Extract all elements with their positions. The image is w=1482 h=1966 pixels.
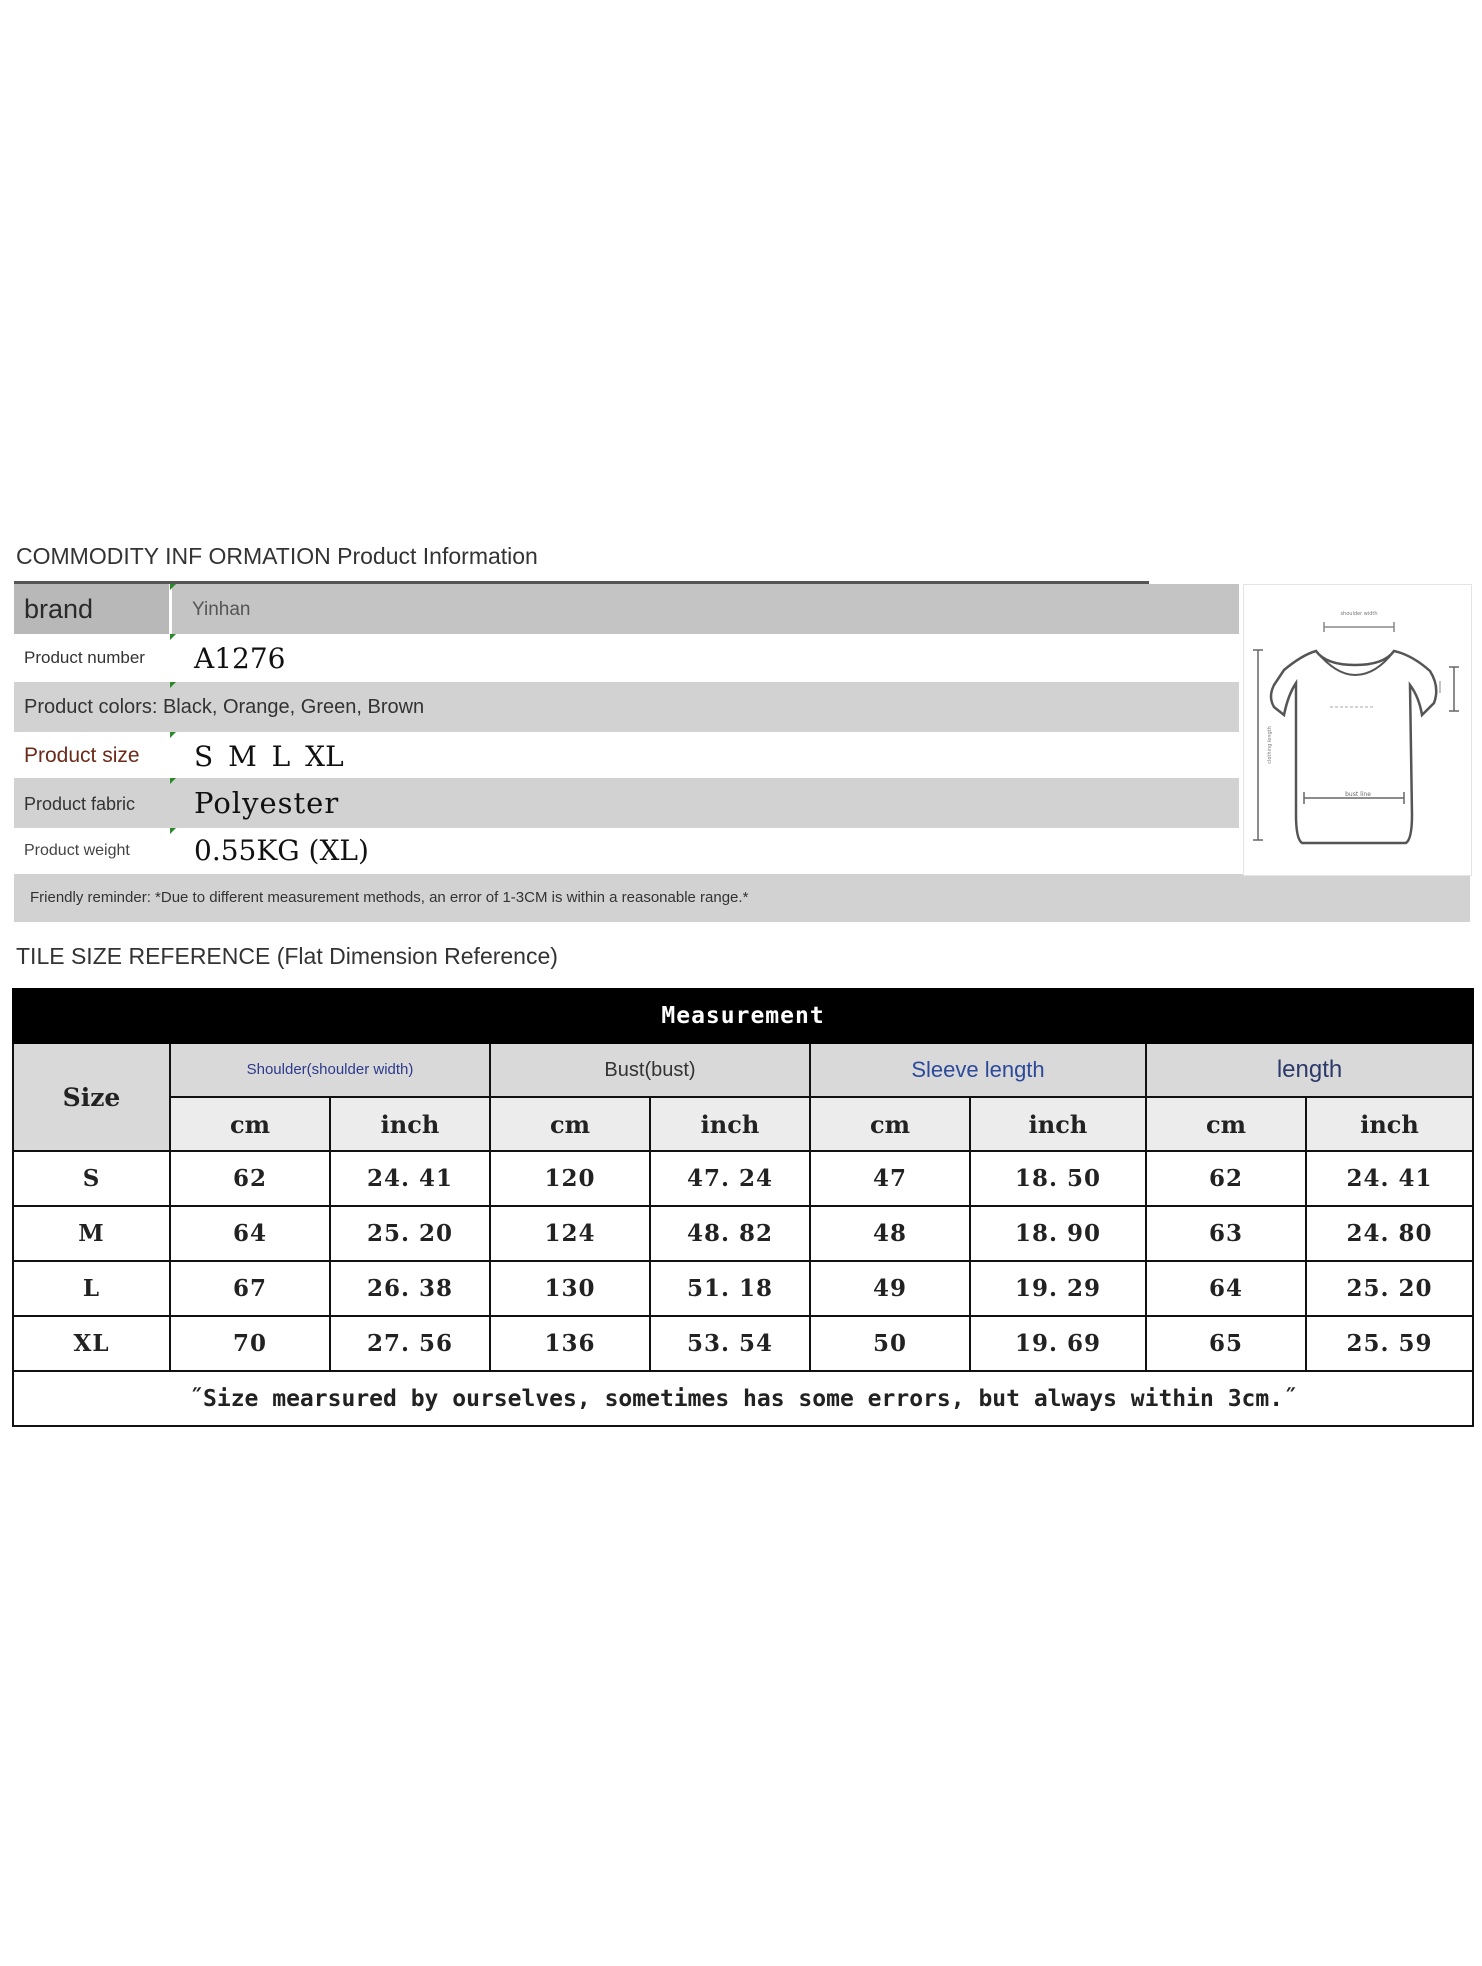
value-cell: 70 — [170, 1316, 330, 1371]
product-information-heading: COMMODITY INF ORMATION Product Information — [16, 543, 538, 569]
value-cell: 53. 54 — [650, 1316, 810, 1371]
size-reference-heading: TILE SIZE REFERENCE (Flat Dimension Reference) — [16, 943, 558, 969]
value-cell: 25. 59 — [1306, 1316, 1473, 1371]
value-cell: 48. 82 — [650, 1206, 810, 1261]
size-cell: XL — [13, 1316, 170, 1371]
bust-group-label: Bust(bust) — [604, 1058, 696, 1081]
friendly-reminder-text: Friendly reminder: *Due to different measurement methods, an error of 1-3CM is within a reasonable range.* — [30, 889, 749, 906]
value-cell: 50 — [810, 1316, 970, 1371]
product-number-row — [14, 634, 1239, 682]
product-fabric-value: Polyester — [194, 786, 340, 820]
value-cell: 19. 69 — [970, 1316, 1146, 1371]
value-cell: 49 — [810, 1261, 970, 1316]
svg-text:shoulder width: shoulder width — [1340, 611, 1378, 617]
unit-header: inch — [970, 1097, 1146, 1151]
value-cell: 136 — [490, 1316, 650, 1371]
value-cell: 67 — [170, 1261, 330, 1316]
value-cell: 63 — [1146, 1206, 1306, 1261]
value-cell: 65 — [1146, 1316, 1306, 1371]
friendly-reminder — [14, 874, 1470, 922]
value-cell: 18. 90 — [970, 1206, 1146, 1261]
measurement-title: Measurement — [13, 989, 1473, 1043]
value-cell: 24. 80 — [1306, 1206, 1473, 1261]
size-cell: L — [13, 1261, 170, 1316]
product-number-label: Product number — [24, 648, 145, 667]
unit-header: cm — [490, 1097, 650, 1151]
sleeve-length-group-label: Sleeve length — [911, 1057, 1045, 1082]
corner-marker — [170, 634, 176, 640]
size-cell: M — [13, 1206, 170, 1261]
value-cell: 24. 41 — [330, 1151, 490, 1206]
shoulder-group-header — [170, 1043, 490, 1097]
brand-value: Yinhan — [192, 599, 251, 620]
length-group-header — [1146, 1043, 1473, 1097]
measurement-table — [12, 988, 1474, 1427]
product-number-value: A1276 — [194, 642, 286, 675]
value-cell: 25. 20 — [1306, 1261, 1473, 1316]
value-cell: 18. 50 — [970, 1151, 1146, 1206]
bust-group-header — [490, 1043, 810, 1097]
product-weight-row — [14, 828, 1239, 874]
value-cell: 25. 20 — [330, 1206, 490, 1261]
corner-marker — [170, 682, 176, 688]
table-row — [13, 1151, 1473, 1206]
product-colors-row — [14, 682, 1239, 732]
unit-header: inch — [330, 1097, 490, 1151]
size-note: ˝Size mearsured by ourselves, sometimes has some errors, but always within 3cm.˝ — [13, 1371, 1473, 1426]
value-cell: 47 — [810, 1151, 970, 1206]
size-cell: S — [13, 1151, 170, 1206]
value-cell: 64 — [170, 1206, 330, 1261]
value-cell: 130 — [490, 1261, 650, 1316]
product-weight-value: 0.55KG (XL) — [194, 834, 369, 867]
value-cell: 62 — [1146, 1151, 1306, 1206]
brand-row — [14, 584, 1239, 634]
value-cell: 124 — [490, 1206, 650, 1261]
svg-text:clothing length: clothing length — [1267, 726, 1273, 764]
t-shirt-measurement-diagram-icon — [1243, 584, 1472, 876]
unit-header: cm — [1146, 1097, 1306, 1151]
shoulder-group-label: Shoulder(shoulder width) — [246, 1061, 414, 1078]
t-shirt-diagram-svg — [1244, 585, 1471, 875]
unit-header: inch — [650, 1097, 810, 1151]
table-row — [13, 1316, 1473, 1371]
value-cell: 64 — [1146, 1261, 1306, 1316]
product-fabric-row — [14, 778, 1239, 828]
size-column-header: Size — [13, 1043, 170, 1151]
value-cell: 47. 24 — [650, 1151, 810, 1206]
table-row — [13, 1206, 1473, 1261]
value-cell: 62 — [170, 1151, 330, 1206]
unit-header: cm — [810, 1097, 970, 1151]
brand-value-cell — [172, 584, 1239, 634]
product-colors-label: Product colors: Black, Orange, Green, Brown — [24, 696, 425, 718]
value-cell: 48 — [810, 1206, 970, 1261]
corner-marker — [170, 778, 176, 784]
table-row — [13, 1261, 1473, 1316]
product-size-value: S M L XL — [194, 740, 344, 773]
corner-marker — [170, 584, 176, 590]
sleeve-length-group-header — [810, 1043, 1146, 1097]
product-fabric-label: Product fabric — [24, 794, 136, 814]
brand-label: brand — [24, 594, 94, 624]
unit-header: cm — [170, 1097, 330, 1151]
product-size-label: Product size — [24, 744, 140, 767]
value-cell: 24. 41 — [1306, 1151, 1473, 1206]
length-group-label: length — [1276, 1056, 1343, 1083]
product-weight-label: Product weight — [24, 842, 130, 859]
value-cell: 27. 56 — [330, 1316, 490, 1371]
product-size-row — [14, 732, 1239, 778]
svg-text:bust line: bust line — [1345, 791, 1371, 798]
value-cell: 51. 18 — [650, 1261, 810, 1316]
value-cell: 19. 29 — [970, 1261, 1146, 1316]
value-cell: 120 — [490, 1151, 650, 1206]
value-cell: 26. 38 — [330, 1261, 490, 1316]
corner-marker — [170, 828, 176, 834]
unit-header: inch — [1306, 1097, 1473, 1151]
corner-marker — [170, 732, 176, 738]
